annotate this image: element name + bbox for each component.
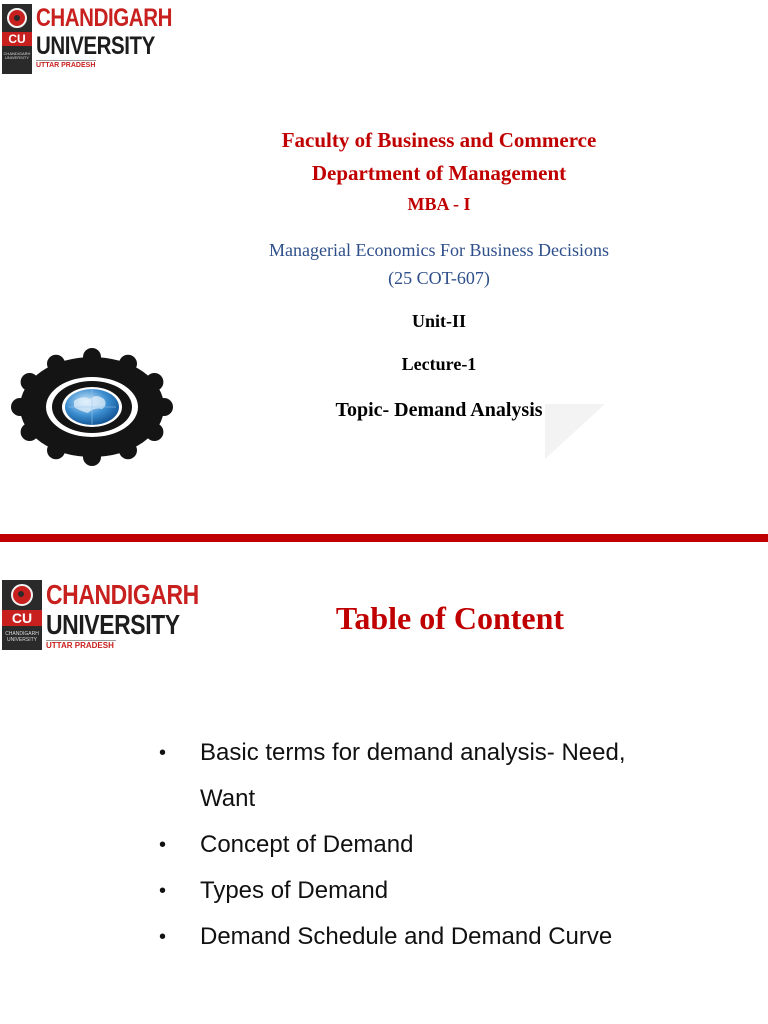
list-item [156, 914, 676, 960]
logo-badge [2, 4, 32, 74]
course-name: Managerial Economics For Business Decisions [269, 240, 609, 260]
list-item-text: Concept of Demand [200, 831, 414, 858]
slide-divider [0, 534, 768, 542]
list-item-text: Demand Schedule and Demand Curve [200, 923, 613, 950]
logo-badge-text: CU [2, 32, 32, 46]
logo-line-3: UTTAR PRADESH [36, 62, 96, 69]
bullet-icon: • [159, 742, 167, 764]
logo-badge-subtext: CHANDIGARH UNIVERSITY [3, 51, 31, 61]
logo-line-2: UNIVERSITY [46, 609, 180, 640]
list-item-text: Basic terms for demand analysis- Need, Want [200, 739, 626, 812]
unit-label: Unit-II [411, 311, 466, 331]
list-item [156, 730, 676, 822]
toc-list [156, 730, 676, 960]
topic-title: Topic- Demand Analysis [335, 399, 543, 421]
list-item [156, 822, 676, 868]
emblem-icon [7, 8, 27, 28]
university-logo [2, 580, 232, 650]
toc-title: Table of Content [335, 600, 565, 636]
list-item-text: Types of Demand [200, 877, 389, 904]
logo-badge-text: CU [2, 610, 42, 626]
department-name: Department of Management [311, 161, 567, 185]
list-item [156, 868, 676, 914]
logo-badge [2, 580, 42, 650]
course-code: (25 COT-607) [388, 268, 490, 288]
faculty-name: Faculty of Business and Commerce [281, 128, 597, 152]
university-logo [2, 4, 202, 74]
gear-globe-icon [8, 345, 176, 469]
bullet-icon: • [159, 880, 167, 902]
program-name: MBA - I [407, 194, 471, 214]
logo-line-3: UTTAR PRADESH [46, 640, 116, 651]
logo-line-1: CHANDIGARH [36, 4, 172, 32]
logo-line-1: CHANDIGARH [46, 579, 199, 610]
lecture-label: Lecture-1 [401, 354, 477, 374]
bullet-icon: • [159, 926, 167, 948]
watermark-shape [545, 404, 605, 459]
bullet-icon: • [159, 834, 167, 856]
logo-line-2: UNIVERSITY [36, 32, 155, 60]
logo-badge-subtext: CHANDIGARH UNIVERSITY [5, 631, 39, 643]
emblem-icon [11, 584, 33, 606]
